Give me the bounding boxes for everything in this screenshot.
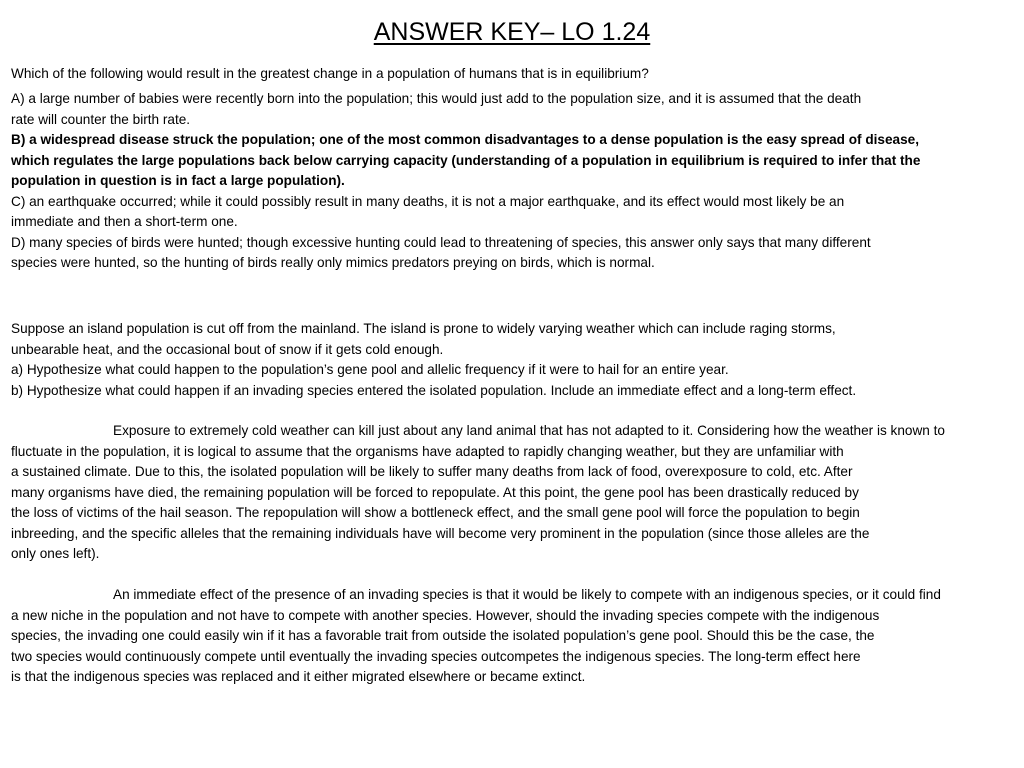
answer-b-line: species, the invading one could easily win if it has a favorable trait from outside the isolated population’s gene pool. Should this be the case, the bbox=[11, 628, 875, 643]
question-2-line: unbearable heat, and the occasional bout of snow if it gets cold enough. bbox=[11, 341, 444, 357]
answer-b-line: a new niche in the population and not have to compete with another species. However, should the invading species compete with the indigenous bbox=[11, 607, 880, 623]
question-2-line: Suppose an island population is cut off from the mainland. The island is prone to widely varying weather which can include raging storms, bbox=[11, 321, 836, 336]
option-a-line: A) a large number of babies were recently born into the population; this would just add to the population size, and it is assumed that the death bbox=[11, 91, 862, 106]
answer-b bbox=[11, 585, 941, 688]
option-b-correct bbox=[11, 130, 920, 192]
option-c-line: immediate and then a short-term one. bbox=[11, 214, 238, 229]
page-title: ANSWER KEY– LO 1.24 bbox=[373, 18, 651, 46]
option-d-line: D) many species of birds were hunted; though excessive hunting could lead to threatening of species, this answer only says that many different bbox=[11, 234, 871, 250]
question-1-options bbox=[11, 89, 920, 274]
option-c bbox=[11, 192, 920, 233]
answer-a bbox=[11, 421, 945, 565]
question-1 bbox=[11, 64, 649, 85]
option-d-line: species were hunted, so the hunting of birds really only mimics predators preying on birds, which is normal. bbox=[11, 255, 655, 270]
answer-a-line: inbreeding, and the specific alleles that the remaining individuals have will become very prominent in the population (since those alleles are the bbox=[11, 525, 870, 541]
option-d bbox=[11, 233, 920, 274]
option-b-line: which regulates the large populations back below carrying capacity (understanding of a population in equilibrium is required to infer that the bbox=[11, 152, 921, 168]
answer-a-line: a sustained climate. Due to this, the isolated population will be likely to suffer many deaths from lack of food, overexposure to cold, etc. After bbox=[11, 464, 853, 479]
option-a bbox=[11, 89, 920, 130]
answer-a-line: only ones left). bbox=[11, 546, 100, 561]
option-c-line: C) an earthquake occurred; while it could possibly result in many deaths, it is not a major earthquake, and its effect would most likely be an bbox=[11, 193, 845, 209]
answer-b-line: two species would continuously compete until eventually the invading species outcompetes the indigenous species. The long-term effect here bbox=[11, 648, 861, 664]
question-2 bbox=[11, 319, 856, 401]
question-2-part-b: b) Hypothesize what could happen if an invading species entered the isolated population. Include an immediate effect and a long-term effect. bbox=[11, 382, 857, 398]
option-a-line: rate will counter the birth rate. bbox=[11, 111, 191, 127]
answer-a-line: Exposure to extremely cold weather can kill just about any land animal that has not adapted to it. Considering how the weather is known to bbox=[113, 423, 945, 438]
question-2-part-a: a) Hypothesize what could happen to the population’s gene pool and allelic frequency if it were to hail for an entire year. bbox=[11, 362, 729, 377]
option-b-line: population in question is in fact a large population). bbox=[11, 173, 345, 188]
answer-a-line: many organisms have died, the remaining population will be forced to repopulate. At this point, the gene pool has been drastically reduced by bbox=[11, 484, 859, 500]
answer-b-line: An immediate effect of the presence of an invading species is that it would be likely to compete with an indigenous species, or it could find bbox=[113, 587, 941, 602]
answer-a-line: the loss of victims of the hail season. The repopulation will show a bottleneck effect, and the small gene pool will force the population to begin bbox=[11, 505, 860, 520]
answer-b-line: is that the indigenous species was replaced and it either migrated elsewhere or became extinct. bbox=[11, 669, 586, 684]
question-1-prompt: Which of the following would result in the greatest change in a population of humans that is in equilibrium? bbox=[11, 66, 649, 81]
option-b-line: B) a widespread disease struck the population; one of the most common disadvantages to a dense population is the easy spread of disease, bbox=[11, 132, 919, 147]
answer-a-line: fluctuate in the population, it is logical to assume that the organisms have adapted to rapidly changing weather, but they are unfamiliar with bbox=[11, 443, 844, 459]
